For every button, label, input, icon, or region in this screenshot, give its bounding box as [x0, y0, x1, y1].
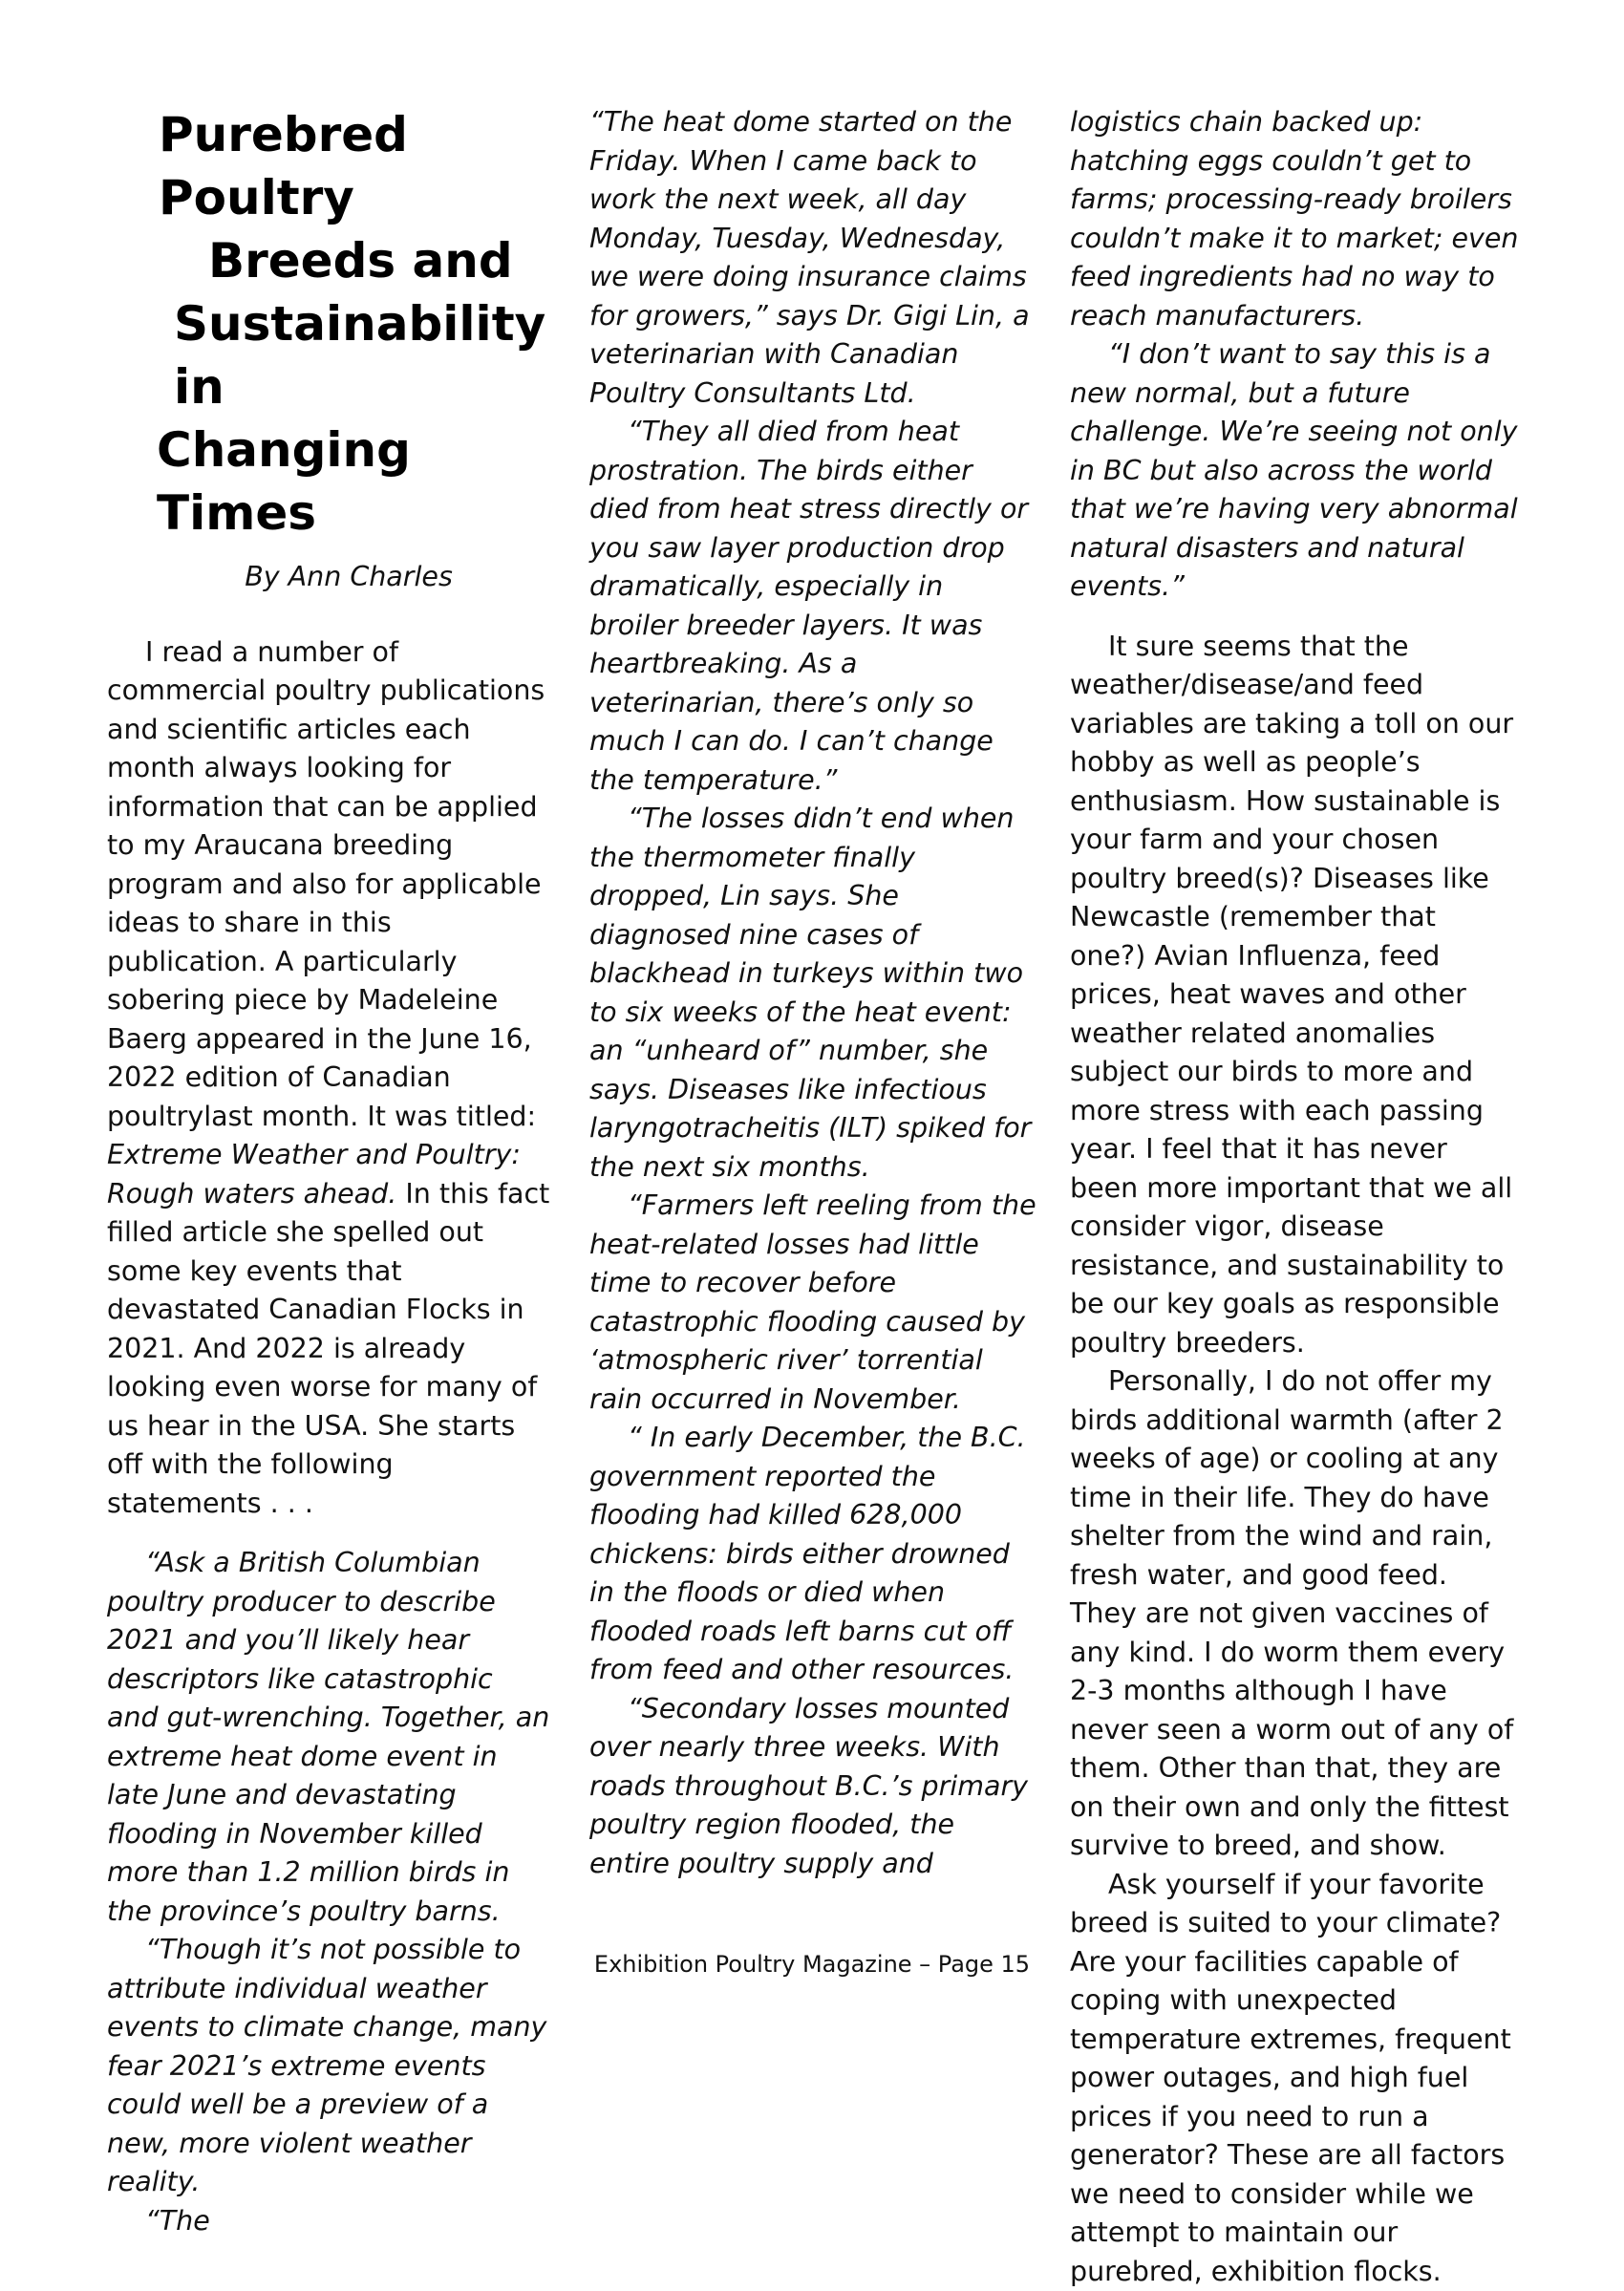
cited-article-title: Extreme Weather and Poultry: Rough waters ahead.: [107, 1139, 521, 1210]
body-paragraph: Ask yourself if your favorite breed is suited to your climate? Are your facilities capable of coping with unexpected temperature extremes, frequent power outages, and high fuel prices if you need to run a generator? These are all factors we need to consider while we attempt to maintain our purebred, exhibition flocks.: [1070, 1866, 1519, 2291]
quote-paragraph: “ In early December, the B.C. government reported the flooding had killed 628,000 chickens: birds either drowned in the floods or died when flooded roads left barns cut off from feed and other resources.: [589, 1419, 1036, 1690]
column-2: [589, 103, 1036, 1883]
quote-paragraph-continued: “The heat dome started on the Friday. When I came back to work the next week, all day Monday, Tuesday, Wednesday, we were doing insurance claims for growers,” says Dr. Gigi Lin, a veterinarian with Canadian Poultry Consultants Ltd.: [589, 103, 1036, 413]
body-paragraph: Personally, I do not offer my birds additional warmth (after 2 weeks of age) or cooling at any time in their life. They do have shelter from the wind and rain, fresh water, and good feed. They are not given vaccines of any kind. I do worm them every 2-3 months although I have never seen a worm out of any of them. Other than that, they are on their own and only the fittest survive to breed, and show.: [1070, 1362, 1519, 1866]
intro-text: I read a number of commercial poultry publications and scientific articles each month always looking for information that can be applied to my Araucana breeding program and also for applicable ideas to share in this publication. A particularly sobering piece by Madeleine Baerg appeared in the June 16, 2022 edition of Canadian poultrylast month. It was titled:: [107, 636, 545, 1132]
quote-paragraph: “The losses didn’t end when the thermometer finally dropped, Lin says. She diagnosed nine cases of blackhead in turkeys within two to six weeks of the heat event: an “unheard of” number, she says. Diseases like infectious laryngotracheitis (ILT) spiked for the next six months.: [589, 800, 1036, 1187]
column-1: [107, 103, 552, 2240]
title-line: Changing Times: [107, 418, 552, 545]
title-line: Breeds and: [107, 229, 552, 292]
title-line: Sustainability in: [107, 292, 552, 418]
quote-paragraph: “I don’t want to say this is a new normal, but a future challenge. We’re seeing not only in BC but also across the world that we’re having very abnormal natural disasters and natural events.”: [1070, 335, 1519, 607]
quote-paragraph: “Farmers left reeling from the heat-related losses had little time to recover before catastrophic flooding caused by ‘atmospheric river’ torrential rain occurred in November.: [589, 1187, 1036, 1419]
intro-text-continued: In this fact filled article she spelled out some key events that devastated Canadian Flocks in 2021. And 2022 is already looking even worse for many of us hear in the USA. She starts off with the following statements . . .: [107, 1178, 549, 1519]
quote-paragraph-continued: logistics chain backed up: hatching eggs couldn’t get to farms; processing-ready broilers couldn’t make it to market; even feed ingredients had no way to reach manufacturers.: [1070, 103, 1519, 335]
quote-paragraph: “Ask a British Columbian poultry producer to describe 2021 and you’ll likely hear descriptors like catastrophic and gut-wrenching. Together, an extreme heat dome event in late June and devastating flooding in November killed more than 1.2 million birds in the province’s poultry barns.: [107, 1544, 552, 1931]
article-title: [107, 103, 552, 545]
quote-paragraph: “The: [107, 2202, 552, 2241]
intro-paragraph: [107, 633, 552, 1524]
byline: By Ann Charles: [107, 558, 552, 597]
title-line: Purebred Poultry: [107, 103, 552, 229]
quote-paragraph: “They all died from heat prostration. The birds either died from heat stress directly or you saw layer production drop dramatically, especially in broiler breeder layers. It was heartbreaking. As a veterinarian, there’s only so much I can do. I can’t change the temperature.”: [589, 413, 1036, 800]
quote-paragraph: “Secondary losses mounted over nearly three weeks. With roads throughout B.C.’s primary poultry region flooded, the entire poultry supply and: [589, 1690, 1036, 1884]
body-paragraph: It sure seems that the weather/disease/and feed variables are taking a toll on our hobby as well as people’s enthusiasm. How sustainable is your farm and your chosen poultry breed(s)? Diseases like Newcastle (remember that one?) Avian Influenza, feed prices, heat waves and other weather related anomalies subject our birds to more and more stress with each passing year. I feel that it has never been more important that we all consider vigor, disease resistance, and sustainability to be our key goals as responsible poultry breeders.: [1070, 628, 1519, 1363]
page-footer: Exhibition Poultry Magazine – Page 15: [0, 1949, 1624, 1980]
quote-paragraph: “Though it’s not possible to attribute individual weather events to climate change, many fear 2021’s extreme events could well be a preview of a new, more violent weather reality.: [107, 1931, 552, 2202]
